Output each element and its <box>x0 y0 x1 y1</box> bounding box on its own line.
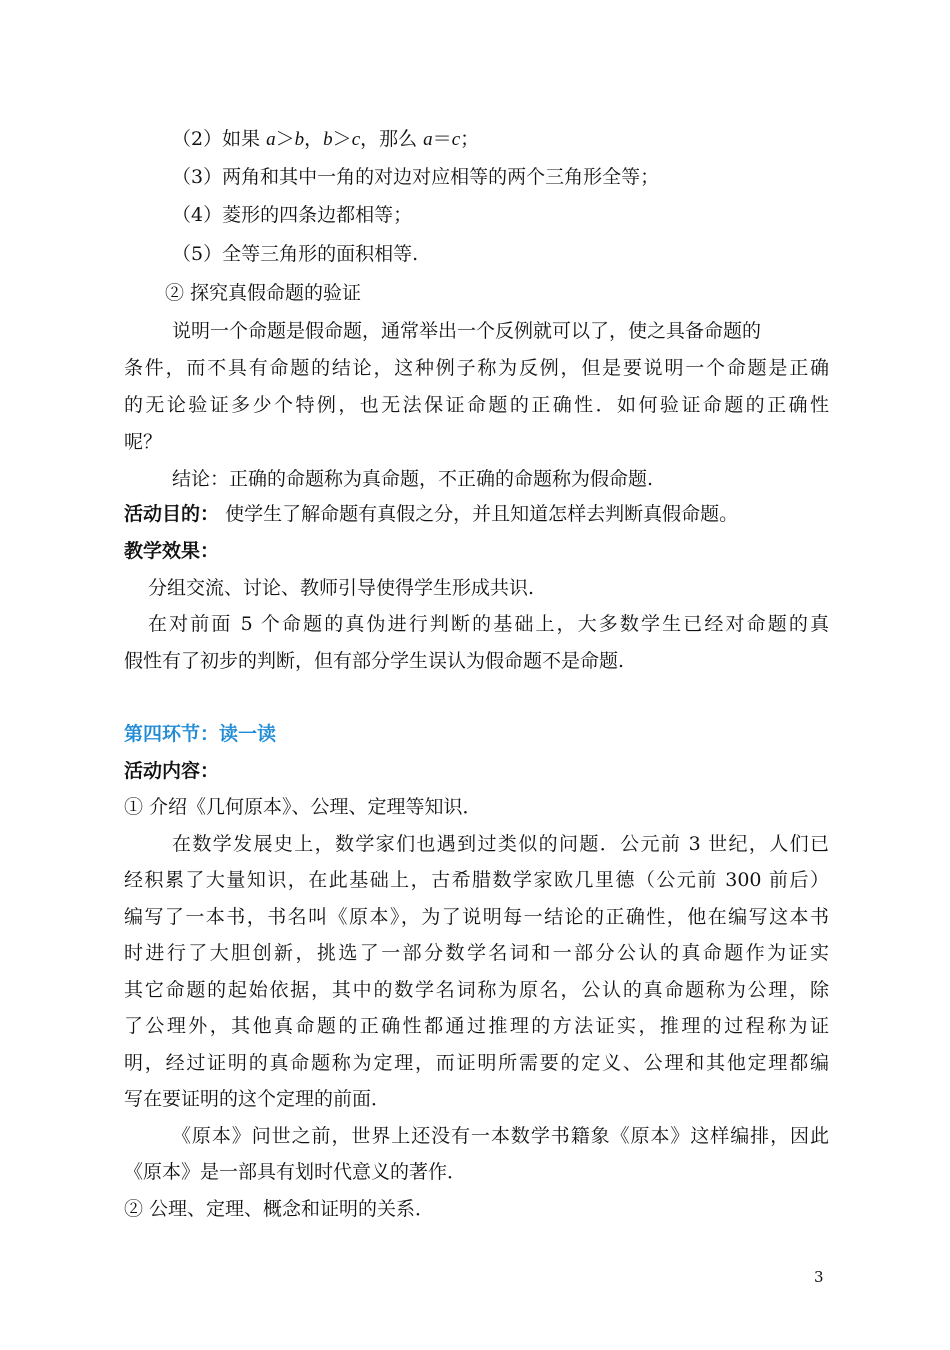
explore-para-line: 的无论验证多少个特例，也无法保证命题的正确性．如何验证命题的正确性 <box>124 394 829 416</box>
proposition-item-3: （3）两角和其中一角的对边对应相等的两个三角形全等； <box>172 166 660 188</box>
content-item-2: ② 公理、定理、概念和证明的关系． <box>124 1198 435 1220</box>
activity-goal-text: 使学生了解命题有真假之分，并且知道怎样去判断真假命题。 <box>225 503 739 525</box>
comma: ， <box>304 128 324 150</box>
content-para2-line: 《原本》是一部具有划时代意义的著作． <box>124 1161 467 1183</box>
content-para-line: 在数学发展史上，数学家们也遇到过类似的问题．公元前 3 世纪，人们已 <box>172 833 829 855</box>
item-2-prefix: （2）如果 <box>172 128 267 150</box>
content-para-line: 明，经过证明的真命题称为定理，而证明所需要的定义、公理和其他定理都编 <box>124 1052 829 1074</box>
explore-para-line: 条件，而不具有命题的结论，这种例子称为反例，但是要说明一个命题是正确 <box>124 357 829 379</box>
activity-goal <box>124 496 829 533</box>
teaching-effect-line: 假性有了初步的判断，但有部分学生误认为假命题不是命题. <box>124 650 625 672</box>
content-para2-line: 《原本》问世之前，世界上还没有一本数学书籍象《原本》这样编排，因此 <box>172 1125 829 1147</box>
var-b: b <box>323 129 333 150</box>
proposition-item-4: （4）菱形的四条边都相等； <box>172 204 413 226</box>
activity-content-label: 活动内容： <box>124 760 220 782</box>
activity-goal-label: 活动目的： <box>124 503 220 525</box>
var-c: c <box>451 129 461 150</box>
content-para-line: 经积累了大量知识，在此基础上，古希腊数学家欧几里德（公元前 300 前后） <box>124 869 829 891</box>
teaching-effect-line: 在对前面 5 个命题的真伪进行判断的基础上，大多数学生已经对命题的真 <box>148 613 829 635</box>
teaching-effect-label: 教学效果： <box>124 540 220 562</box>
eq-sign: ＝ <box>432 128 452 150</box>
proposition-item-2 <box>172 121 877 158</box>
gt-sign: ＞ <box>275 128 295 150</box>
var-b: b <box>294 129 305 150</box>
content-para-line: 时进行了大胆创新，挑选了一部分数学名词和一部分公认的真命题作为证实 <box>124 942 829 964</box>
var-a: a <box>266 129 276 150</box>
content-item-1: ① 介绍《几何原本》、公理、定理等知识． <box>124 796 482 818</box>
proposition-item-5: （5）全等三角形的面积相等. <box>172 243 419 265</box>
explore-para-line: 说明一个命题是假命题，通常举出一个反例就可以了，使之具备命题的 <box>172 320 762 342</box>
content-para-line: 了公理外，其他真命题的正确性都通过推理的方法证实，推理的过程称为证 <box>124 1015 829 1037</box>
section-heading: 第四环节：读一读 <box>124 723 277 745</box>
explore-title: ② 探究真假命题的验证 <box>165 282 362 304</box>
content-para-line: 写在要证明的这个定理的前面． <box>124 1088 391 1110</box>
then-text: ，那么 <box>360 128 424 150</box>
teaching-effect-line: 分组交流、讨论、教师引导使得学生形成共识. <box>148 577 535 599</box>
gt-sign: ＞ <box>332 128 352 150</box>
semicolon: ； <box>460 128 480 150</box>
content-para-line: 其它命题的起始依据，其中的数学名词称为原名，公认的真命题称为公理，除 <box>124 979 829 1001</box>
var-a: a <box>423 129 433 150</box>
explore-para-line: 呢？ <box>124 431 163 453</box>
page-number: 3 <box>814 1268 824 1286</box>
explore-conclusion: 结论：正确的命题称为真命题，不正确的命题称为假命题. <box>172 468 654 490</box>
content-para-line: 编写了一本书，书名叫《原本》，为了说明每一结论的正确性，他在编写这本书 <box>124 906 829 928</box>
var-c: c <box>351 129 361 150</box>
